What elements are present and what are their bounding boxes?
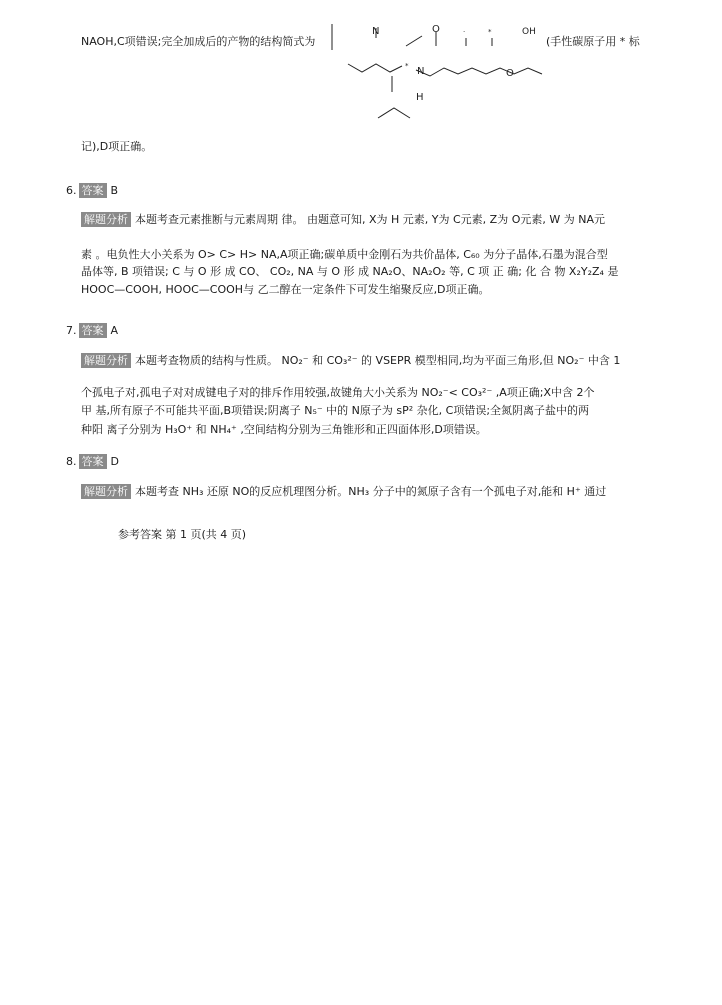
bond-chain	[378, 108, 410, 118]
atom-o: O	[432, 24, 440, 35]
question-number: 8.	[66, 455, 77, 468]
analysis-tag: 解题分析	[81, 353, 131, 368]
bond	[406, 36, 422, 46]
atom-h: H	[416, 92, 424, 103]
q6-line4: HOOC—COOH, HOOC—COOH与 乙二醇在一定条件下可发生缩聚反应,D项正确。	[81, 283, 490, 296]
analysis-text: 本题考查元素推断与元素周期 律。 由题意可知, X为 H 元素, Y为 C元素, Z为 O元素, W 为 NA元	[135, 213, 605, 226]
q6-analysis-row	[81, 212, 605, 227]
analysis-text: 本题考查 NH₃ 还原 NO的反应机理图分析。NH₃ 分子中的氮原子含有一个孤电子对,能和 H⁺ 通过	[135, 485, 607, 498]
structural-formula	[330, 22, 560, 132]
q8-analysis-row	[81, 484, 606, 499]
page-footer: 参考答案 第 1 页(共 4 页)	[118, 528, 247, 541]
analysis-tag: 解题分析	[81, 212, 131, 227]
q7-answer-row	[66, 323, 118, 338]
question-number: 6.	[66, 184, 77, 197]
chiral-mark: *	[488, 28, 492, 36]
q5-line1-pre: NAOH,C项错误;完全加成后的产物的结构简式为	[81, 35, 316, 48]
answer-value: A	[110, 324, 119, 337]
q6-answer-row	[66, 183, 118, 198]
q6-line3: 晶体等, B 项错误; C 与 O 形 成 CO、 CO₂, NA 与 O 形 成 NA₂O、NA₂O₂ 等, C 项 正 确; 化 合 物 X₂Y₂Z₄ 是	[81, 265, 619, 278]
answer-tag: 答案	[79, 183, 107, 198]
q6-line2: 素 。电负性大小关系为 O> C> H> NA,A项正确;碳单质中金刚石为共价晶体, C₆₀ 为分子晶体,石墨为混合型	[81, 248, 608, 261]
chiral-mark: *	[405, 62, 409, 70]
answer-value: D	[110, 455, 119, 468]
q8-answer-row	[66, 454, 119, 469]
q5-line1	[81, 35, 315, 49]
answer-value: B	[110, 184, 119, 197]
q7-line3: 甲 基,所有原子不可能共平面,B项错误;阴离子 N₅⁻ 中的 N原子为 sP² 杂化, C项错误;全氮阴离子盐中的两	[81, 404, 590, 417]
q7-line4: 种阳 离子分别为 H₃O⁺ 和 NH₄⁺ ,空间结构分别为三角锥形和正四面体形,D项错误。	[81, 423, 487, 436]
analysis-tag: 解题分析	[81, 484, 131, 499]
q7-line2: 个孤电子对,孤电子对对成键电子对的排斥作用较强,故键角大小关系为 NO₂⁻< CO₃²⁻ ,A项正确;X中含 2个	[81, 386, 595, 399]
analysis-text: 本题考查物质的结构与性质。 NO₂⁻ 和 CO₃²⁻ 的 VSEPR 模型相同,均为平面三角形,但 NO₂⁻ 中含 1	[135, 354, 621, 367]
atom-oh: OH	[522, 27, 536, 37]
q7-analysis-row	[81, 353, 620, 368]
atom-n: N	[417, 66, 425, 77]
q5-line2: 记),D项正确。	[81, 140, 153, 153]
bond-chain	[348, 64, 402, 72]
q5-line1-post: (手性碳原子用 * 标	[546, 35, 640, 48]
answer-tag: 答案	[79, 323, 107, 338]
answer-tag: 答案	[79, 454, 107, 469]
dot-mark: ·	[463, 28, 466, 36]
atom-n: N	[372, 26, 380, 37]
atom-o: O	[506, 68, 514, 79]
bond-chain	[416, 68, 542, 76]
question-number: 7.	[66, 324, 77, 337]
